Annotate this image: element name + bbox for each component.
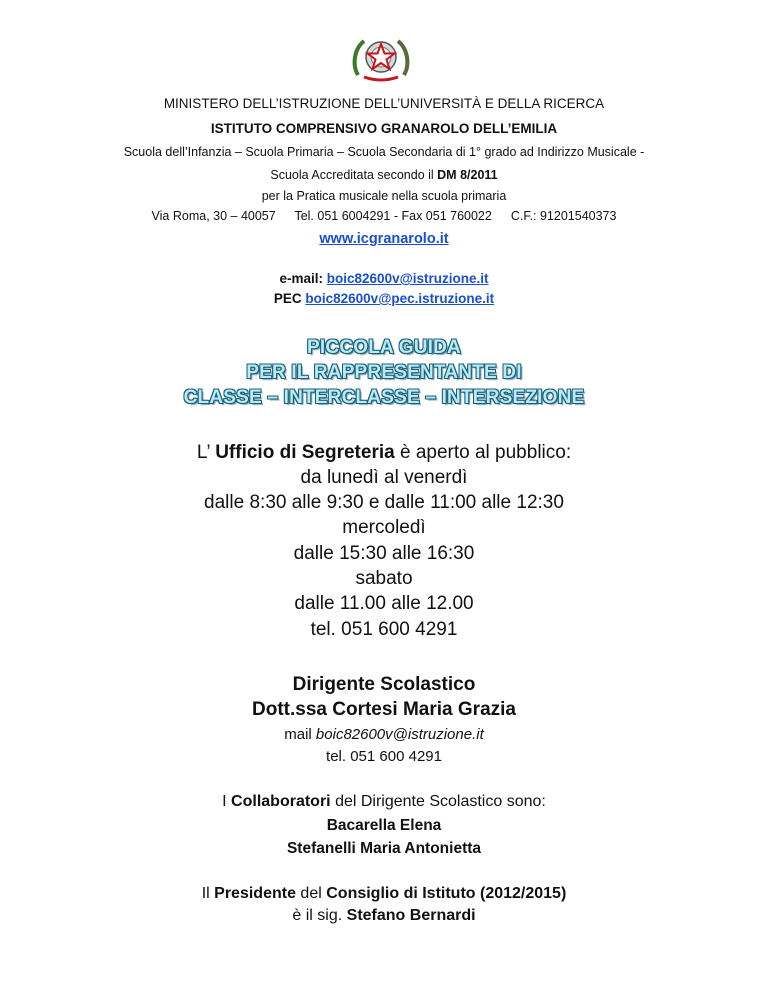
office-prefix: L’ — [196, 442, 210, 463]
guide-title-line-1: PICCOLA GUIDA — [307, 337, 461, 358]
email-line — [0, 271, 768, 286]
pec-line — [0, 291, 768, 306]
council-line-2 — [0, 907, 768, 925]
website-link[interactable]: www.icgranarolo.it — [319, 231, 449, 247]
principal-name: Dott.ssa Cortesi Maria Grazia — [252, 699, 516, 720]
principal-mail: boic82600v@istruzione.it — [315, 726, 484, 743]
collaborators-prefix: I — [222, 793, 227, 810]
collaborator-name: Stefanelli Maria Antonietta — [286, 840, 482, 857]
collaborators-word: Collaboratori — [231, 793, 331, 810]
office-phone: tel. 051 600 4291 — [310, 619, 458, 640]
council-name: Consiglio di Istituto (2012/2015) — [326, 885, 567, 902]
office-hours-line: mercoledì — [342, 517, 426, 538]
office-hours-line: dalle 11.00 alle 12.00 — [294, 593, 474, 614]
guide-title-line-2: PER IL RAPPRESENTANTE DI — [246, 362, 522, 383]
office-suffix: è aperto al pubblico: — [399, 442, 572, 463]
collaborator-name: Bacarella Elena — [326, 817, 442, 834]
address: Via Roma, 30 – 40057 — [151, 209, 276, 223]
email-label: e-mail: — [279, 271, 324, 286]
principal-mail-line — [0, 726, 768, 743]
office-heading — [0, 442, 768, 464]
music-practice-line: per la Pratica musicale nella scuola primaria — [261, 189, 507, 203]
school-types: Scuola dell’Infanzia – Scuola Primaria – Scuola Secondaria di 1° grado ad Indirizzo Musicale - — [123, 145, 645, 159]
phone-fax: Tel. 051 6004291 - Fax 051 760022 — [294, 209, 492, 223]
council-president-name: Stefano Bernardi — [346, 907, 476, 924]
accreditation-text: Scuola Accreditata secondo il — [270, 168, 434, 182]
ministry-name: MINISTERO DELL’ISTRUZIONE DELL’UNIVERSITÀ E DELLA RICERCA — [163, 96, 605, 111]
principal-role: Dirigente Scolastico — [292, 674, 476, 695]
office-hours-line: da lunedì al venerdì — [300, 467, 468, 488]
council-mid: del — [300, 885, 322, 902]
pec-label: PEC — [273, 291, 302, 306]
pec-link[interactable]: boic82600v@pec.istruzione.it — [305, 291, 495, 306]
accreditation-dm: DM 8/2011 — [437, 168, 498, 182]
collaborators-suffix: del Dirigente Scolastico sono: — [335, 793, 546, 810]
email-link[interactable]: boic82600v@istruzione.it — [326, 271, 489, 286]
council-line2-prefix: è il sig. — [292, 907, 343, 924]
accreditation-line — [0, 168, 768, 182]
office-hours-line: dalle 8:30 alle 9:30 e dalle 11:00 alle 12:30 — [204, 492, 564, 513]
tax-code: C.F.: 91201540373 — [510, 209, 617, 223]
principal-phone: tel. 051 600 4291 — [326, 748, 442, 765]
office-name: Ufficio di Segreteria — [215, 442, 395, 463]
office-hours-line: sabato — [355, 568, 413, 589]
office-hours-line: dalle 15:30 alle 16:30 — [293, 543, 475, 564]
contact-line — [0, 209, 768, 223]
italian-republic-emblem-icon — [350, 35, 412, 83]
principal-mail-label: mail — [284, 726, 312, 743]
council-prefix: Il — [201, 885, 210, 902]
collaborators-heading — [0, 793, 768, 811]
council-line-1 — [0, 885, 768, 903]
institute-name: ISTITUTO COMPRENSIVO GRANAROLO DELL’EMILIA — [210, 121, 558, 136]
guide-title-line-3: CLASSE – INTERCLASSE – INTERSEZIONE — [183, 387, 585, 408]
council-president-word: Presidente — [214, 885, 296, 902]
